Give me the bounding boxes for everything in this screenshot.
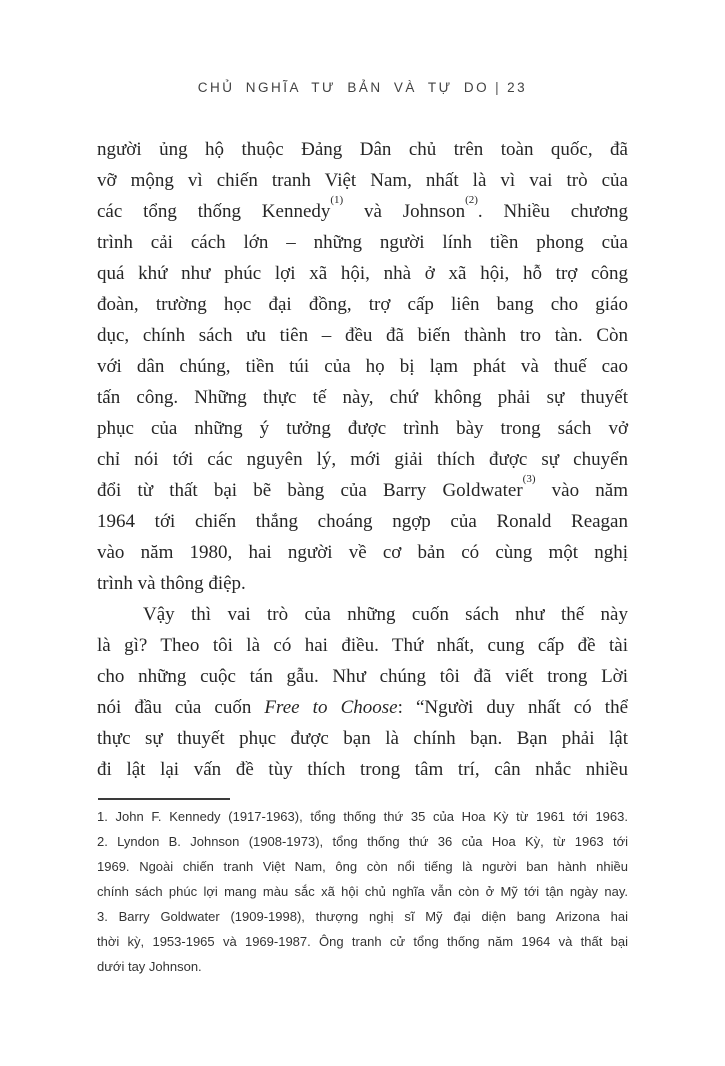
body-line: vào năm 1980, hai người về cơ bản có cùng một nghị (97, 542, 628, 563)
body-line: trình cải cách lớn – những người lính tiền phong của (97, 232, 628, 253)
body-line: phục của những ý tưởng được trình bày trong sách vở (97, 418, 628, 439)
footnote-line: 3. Barry Goldwater (1909-1998), thượng nghị sĩ Mỹ đại diện bang Arizona hai (97, 909, 628, 924)
footnote-line: chính sách phúc lợi mang màu sắc xã hội chủ nghĩa vẫn còn ở Mỹ tới tận ngày nay. (97, 884, 628, 899)
body-line: cho những cuộc tán gẫu. Như chúng tôi đã viết trong Lời (97, 666, 628, 687)
footnote-rule (98, 798, 230, 800)
footnote-line: dưới tay Johnson. (97, 959, 202, 974)
body-line (97, 692, 628, 723)
body-line-text: vào năm (535, 480, 628, 501)
page-number: 23 (507, 80, 528, 95)
header-separator: | (495, 80, 502, 95)
body-line: dục, chính sách ưu tiên – đều đã biến thành tro tàn. Còn (97, 325, 628, 346)
body-line: là gì? Theo tôi là có hai điều. Thứ nhất, cung cấp đề tài (97, 635, 628, 656)
body-line: với dân chúng, tiền túi của họ bị lạm phát và thuế cao (97, 356, 628, 377)
footnote-line: 1969. Ngoài chiến tranh Việt Nam, ông còn nổi tiếng là người ban hành nhiều (97, 859, 628, 874)
body-text (97, 134, 628, 785)
footnote-line: 1. John F. Kennedy (1917-1963), tổng thống thứ 35 của Hoa Kỳ từ 1961 tới 1963. (97, 809, 628, 824)
body-line: người ủng hộ thuộc Đảng Dân chủ trên toàn quốc, đã (97, 139, 628, 160)
body-line: trình và thông điệp. (97, 573, 246, 594)
body-line-text: các tổng thống Kennedy (97, 201, 331, 222)
body-line-text: : “Người duy nhất có thể (397, 697, 628, 718)
body-line: 1964 tới chiến thắng choáng ngợp của Ronald Reagan (97, 511, 628, 532)
footnote-line: thời kỳ, 1953-1965 và 1969-1987. Ông tranh cử tổng thống năm 1964 và thất bại (97, 934, 628, 949)
book-title-italic: Free to Choose (264, 697, 398, 718)
body-line: vỡ mộng vì chiến tranh Việt Nam, nhất là vì vai trò của (97, 170, 628, 191)
header-title: CHỦ NGHĨA TƯ BẢN VÀ TỰ DO (197, 80, 490, 95)
body-line (97, 472, 628, 506)
body-line-text: . Nhiều chương (477, 201, 628, 222)
footnote-ref-3: (3) (522, 472, 536, 485)
body-line: thực sự thuyết phục được bạn là chính bạn. Bạn phải lật (97, 728, 628, 749)
body-line: đi lật lại vấn đề tùy thích trong tâm trí, cân nhắc nhiều (97, 759, 628, 780)
body-line-text: nói đầu của cuốn (97, 697, 265, 718)
body-line: đoàn, trường học đại đồng, trợ cấp liên bang cho giáo (97, 294, 628, 315)
body-line-text: và Johnson (343, 201, 466, 222)
body-line: tấn công. Những thực tế này, chứ không phải sự thuyết (97, 387, 628, 408)
body-line: Vậy thì vai trò của những cuốn sách như thế này (143, 604, 628, 625)
body-line-text: đổi từ thất bại bẽ bàng của Barry Goldwater (97, 480, 523, 501)
body-line (97, 193, 628, 227)
footnote-ref-2: (2) (465, 193, 478, 206)
footnotes (97, 804, 628, 979)
footnote-ref-1: (1) (330, 193, 344, 206)
running-header (0, 80, 725, 95)
body-line: chỉ nói tới các nguyên lý, mới giải thích được sự chuyển (97, 449, 628, 470)
body-line: quá khứ như phúc lợi xã hội, nhà ở xã hội, hỗ trợ công (97, 263, 628, 284)
footnote-line: 2. Lyndon B. Johnson (1908-1973), tổng thống thứ 36 của Hoa Kỳ, từ 1963 tới (97, 834, 628, 849)
